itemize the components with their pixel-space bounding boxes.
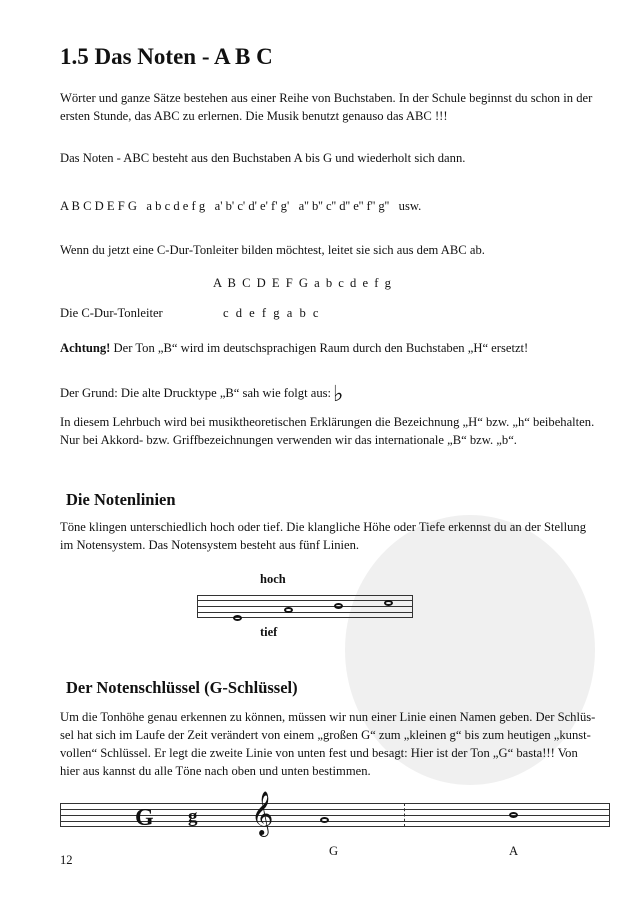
page-number: 12 (60, 853, 73, 867)
paragraph: Wörter und ganze Sätze bestehen aus einer Reihe von Buchstaben. In der Schule beginnst du schon in der (60, 91, 593, 105)
achtung-label: Achtung! (60, 341, 111, 355)
page-title: 1.5 Das Noten - A B C (60, 44, 273, 69)
note-g (320, 817, 329, 823)
section-heading: Die Notenlinien (66, 490, 176, 509)
abc-line: A B C D E F G a b c d e f g a' b' c' d' e' f' g' a'' b'' c'' d'' e'' f'' g'' usw. (60, 199, 422, 213)
big-g-clef: G (135, 805, 154, 831)
paragraph: Das Noten - ABC besteht aus den Buchstaben A bis G und wiederholt sich dann. (60, 151, 466, 165)
paragraph: Wenn du jetzt eine C-Dur-Tonleiter bilden möchtest, leitet sie sich aus dem ABC ab. (60, 243, 485, 257)
paragraph: vollen“ Schlüssel. Er legt die zweite Linie von unten fest und besagt: Hier ist der Ton „G“ basta!!! Von (60, 746, 578, 760)
section-heading: Der Notenschlüssel (G-Schlüssel) (66, 678, 298, 697)
treble-clef-icon: 𝄞 (251, 791, 274, 835)
old-b-glyph-icon: ♭ (333, 381, 344, 406)
grund-text: Der Grund: Die alte Drucktype „B“ sah wie folgt aus: (60, 386, 332, 400)
note-label-g: G (329, 844, 339, 858)
note (233, 615, 242, 621)
paragraph: ersten Stunde, das ABC zu erlernen. Die Musik benutzt genauso das ABC !!! (60, 109, 448, 123)
paragraph: Um die Tonhöhe genau erkennen zu können, müssen wir nun einer Linie einen Namen geben. Der Schlüs- (60, 710, 596, 724)
achtung-text: Der Ton „B“ wird im deutschsprachigen Raum durch den Buchstaben „H“ ersetzt! (110, 341, 529, 355)
note (284, 607, 293, 613)
note-a (509, 812, 518, 818)
paragraph: Töne klingen unterschiedlich hoch oder tief. Die klangliche Höhe oder Tiefe erkennst du an der Stellung (60, 520, 586, 534)
small-g-clef: g (188, 806, 198, 827)
paragraph: hier aus kannst du alle Töne nach oben und unten bestimmen. (60, 764, 371, 778)
paragraph: In diesem Lehrbuch wird bei musiktheoretischen Erklärungen die Bezeichnung „H“ bzw. „h“ beibehalten. (60, 415, 595, 429)
scale-label: Die C-Dur-Tonleiter (60, 306, 163, 320)
note-label-a: A (509, 844, 519, 858)
paragraph (60, 381, 344, 406)
staff-notenlinien (197, 595, 413, 618)
note (334, 603, 343, 609)
note (384, 600, 393, 606)
paragraph: sel hat sich im Laufe der Zeit verändert von einem „großen G“ zum „kleinen g“ bis zum heutigen „kunst- (60, 728, 591, 742)
label-hoch: hoch (260, 572, 286, 586)
staff-g-clef (60, 791, 610, 835)
paragraph: Nur bei Akkord- bzw. Griffbezeichnungen verwenden wir das internationale „B“ bzw. „b“. (60, 433, 517, 447)
c-major-scale: c d e f g a b c (223, 306, 319, 320)
achtung-note (60, 339, 528, 357)
label-tief: tief (260, 625, 278, 639)
paragraph: im Notensystem. Das Notensystem besteht aus fünf Linien. (60, 538, 360, 552)
scale-source: A B C D E F G a b c d e f g (213, 276, 391, 290)
bar-line (404, 803, 405, 827)
